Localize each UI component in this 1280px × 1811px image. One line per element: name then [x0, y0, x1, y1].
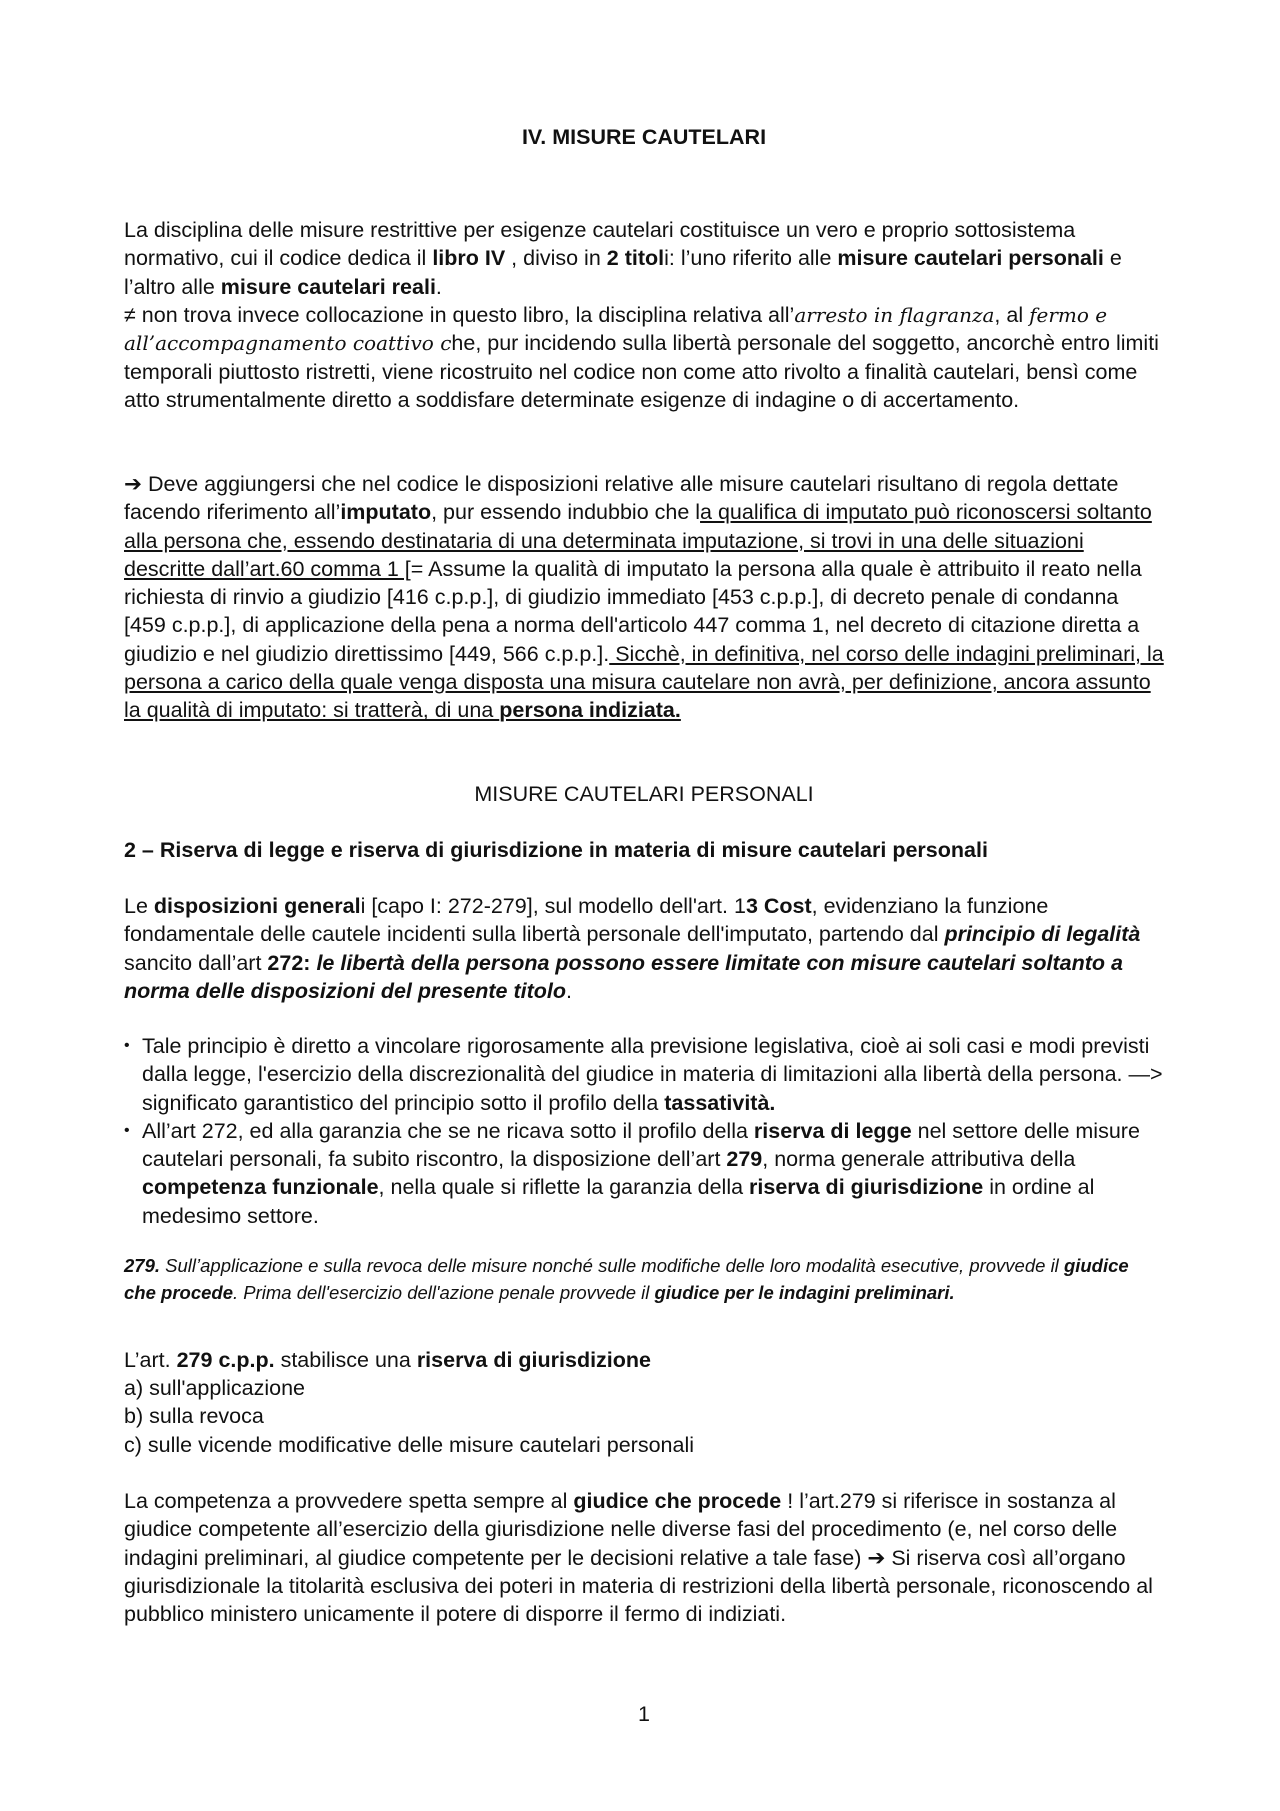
text: , al	[994, 303, 1030, 327]
exclusion-paragraph	[124, 301, 1164, 414]
italic-text: fermo e all’accompagnamento coattivo c	[124, 303, 1108, 356]
text: .	[566, 978, 572, 1003]
bold-text: giudice che procede	[573, 1489, 782, 1513]
bold-text: giudice che procede	[124, 1255, 1129, 1303]
italic-text: arresto in flagranza	[794, 303, 995, 327]
text: , evidenziano la funzione fondamentale delle cautele incidenti sulla libertà personale dell'imputato, partendo dal	[124, 894, 1049, 947]
text: sancito dall’art	[124, 950, 268, 975]
bold-text: riserva di giurisdizione	[749, 1175, 984, 1200]
general-provisions-paragraph	[124, 892, 1164, 1005]
jurisdiction-list	[124, 1374, 1164, 1459]
bold-text: imputato	[340, 500, 432, 525]
bold-text: 279.	[124, 1255, 161, 1276]
bold-text: giudice per le indagini preliminari.	[654, 1282, 955, 1303]
text: i: l’uno riferito alle	[664, 246, 838, 271]
bold-text: 272:	[267, 950, 311, 975]
text: . Prima dell'esercizio dell'azione penale provvede il	[233, 1282, 655, 1303]
text: he, pur incidendo sulla libertà personale del soggetto, ancorchè entro limiti temporali piuttosto ristretti, viene ricostruito nel codice non come atto rivolto a finalità cautelari, bensì come atto strumentalmente diretto a soddisfare determinate esigenze di indagine o di accertamento.	[124, 331, 1159, 412]
list-item: b) sulla revoca	[124, 1404, 264, 1429]
subheading: 2 – Riserva di legge e riserva di giurisdizione in materia di misure cautelari personali	[124, 838, 988, 862]
text: ≠ non trova invece collocazione in questo libro, la disciplina relativa all’	[124, 303, 795, 327]
article-279-quote	[124, 1252, 1164, 1306]
bold-italic-text: principio di legalità	[944, 922, 1141, 947]
text: Le	[124, 894, 154, 918]
bold-text: competenza funzionale	[142, 1175, 379, 1200]
text: La competenza a provvedere spetta sempre al	[124, 1489, 574, 1513]
text: , diviso in	[505, 246, 607, 271]
text: nel settore delle misure cautelari personali, fa subito riscontro, la disposizione dell’art	[142, 1118, 1140, 1172]
bold-text: libro IV	[432, 246, 506, 271]
bold-text: riserva di giurisdizione	[416, 1348, 651, 1372]
text: , nella quale si riflette la garanzia della	[378, 1175, 750, 1200]
text: i [capo I: 272-279], sul modello dell'art. 1	[360, 894, 746, 918]
underlined-text: Sicchè, in definitiva, nel corso delle indagini preliminari, la persona a carico della quale venga disposta una misura cautelare non avrà, per definizione, ancora assunto la qualità di imputato: si tratterà, di una	[124, 641, 1164, 723]
underlined-text: a qualifica di imputato può riconoscersi soltanto alla persona che, essendo destinataria di una determinata imputazione, si trovi in una delle situazioni descritte dall’art.60 comma 1 [	[124, 500, 1152, 581]
art-279-line	[124, 1346, 1164, 1374]
text: L’art.	[124, 1348, 177, 1372]
text: in ordine al medesimo settore.	[142, 1175, 1095, 1228]
bullet-list	[124, 1032, 1164, 1230]
list-item	[124, 1117, 1164, 1230]
text: , norma generale attributiva della	[762, 1147, 1076, 1172]
bold-text: 279	[726, 1147, 763, 1172]
list-item: c) sulle vicende modificative delle misure cautelari personali	[124, 1432, 695, 1457]
bold-text: riserva di legge	[753, 1118, 912, 1143]
page-title: IV. MISURE CAUTELARI	[521, 125, 767, 149]
bold-text: 279 c.p.p.	[176, 1348, 275, 1372]
bold-text: 3 Cost	[745, 894, 812, 918]
text: = Assume la qualità di imputato la persona alla quale è attribuito il reato nella richiesta di rinvio a giudizio [416 c.p.p.], di giudizio immediato [453 c.p.p.], di decreto penale di condanna [459 c.p.p.], di applicazione della pena a norma dell'articolo 447 comma 1, nel decreto di citazione diretta a giudizio e nel giudizio direttissimo [449, 566 c.p.p.].	[124, 556, 1142, 666]
bold-text: disposizioni general	[153, 894, 361, 918]
text: Tale principio è diretto a vincolare rigorosamente alla previsione legislativa, cioè ai soli casi e modi previsti dalla legge, l'esercizio della discrezionalità del giudice in materia di limitazioni alla libertà della persona. —> significato garantistico del principio sotto il profilo della	[142, 1034, 1163, 1115]
section-heading: MISURE CAUTELARI PERSONALI	[474, 782, 814, 806]
bold-italic-text: le libertà della persona possono essere limitate con misure cautelari soltanto a norma delle disposizioni del presente titolo	[124, 950, 1123, 1003]
competenza-paragraph	[124, 1487, 1164, 1628]
text: .	[435, 274, 442, 299]
imputato-paragraph	[124, 470, 1164, 725]
intro-paragraph	[124, 216, 1164, 301]
bold-text: misure cautelari personali	[837, 246, 1104, 271]
text: , pur essendo indubbio che l	[431, 500, 701, 525]
bold-text: misure cautelari reali	[220, 274, 436, 299]
text: stabilisce una	[274, 1348, 417, 1372]
text: ➔ Deve aggiungersi che nel codice le disposizioni relative alle misure cautelari risultano di regola dettate facendo riferimento all’	[124, 472, 1119, 525]
text: e l’altro alle	[124, 246, 1122, 299]
text: La disciplina delle misure restrittive per esigenze cautelari costituisce un vero e proprio sottosistema normativo, cui il codice dedica il	[124, 218, 1076, 271]
list-item	[124, 1032, 1164, 1117]
text: All’art 272, ed alla garanzia che se ne ricava sotto il profilo della	[142, 1118, 754, 1143]
text: Sull’applicazione e sulla revoca delle misure nonché sulle modifiche delle loro modalità esecutive, provvede il	[160, 1255, 1064, 1276]
bold-underlined-text: persona indiziata.	[499, 698, 681, 723]
page-number: 1	[638, 1702, 650, 1726]
list-item: a) sull'applicazione	[124, 1376, 305, 1400]
bold-text: 2 titol	[606, 246, 665, 271]
bold-text: tassatività.	[664, 1090, 776, 1115]
text: ! l’art.279 si riferisce in sostanza al giudice competente all’esercizio della giurisdizione nelle diverse fasi del procedimento (e, nel corso delle indagini preliminari, al giudice competente per le decisioni relative a tale fase) ➔ Si riserva così all’organo giurisdizionale la titolarità esclusiva dei poteri in materia di restrizioni della libertà personale, riconoscendo al pubblico ministero unicamente il potere di disporre il fermo di indiziati.	[124, 1489, 1153, 1627]
